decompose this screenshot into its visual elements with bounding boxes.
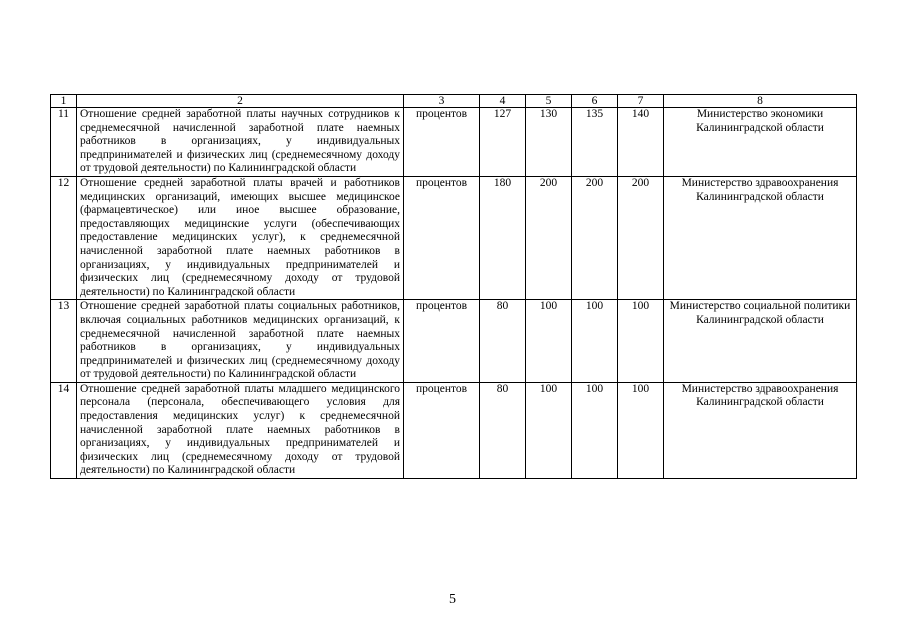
value-col-5: 100 xyxy=(526,382,572,478)
indicator-description: Отношение средней заработной платы врачей и работников медицинских организаций, имеющих высшее медицинское (фармацевтическое) или иное высшее образование, предоставляющих медицинские услуги (обеспечивающих предоставление медицинских услуг), к среднемесячной начисленной заработной плате наемных работников в организациях, у индивидуальных предпринимателей и физических лиц (среднемесячному доходу от трудовой деятельности) по Калининградской области xyxy=(77,176,404,299)
value-col-5: 200 xyxy=(526,176,572,299)
value-col-4: 127 xyxy=(480,108,526,177)
header-col-2: 2 xyxy=(77,95,404,108)
row-number: 13 xyxy=(51,300,77,383)
table-row xyxy=(51,300,857,383)
header-col-3: 3 xyxy=(404,95,480,108)
row-number: 14 xyxy=(51,382,77,478)
unit-cell: процентов xyxy=(404,300,480,383)
header-col-4: 4 xyxy=(480,95,526,108)
indicator-description: Отношение средней заработной платы социальных работников, включая социальных работников медицинских организаций, к среднемесячной начисленной заработной плате наемных работников в организациях, у индивидуальных предпринимателей и физических лиц (среднемесячному доходу от трудовой деятельности) по Калининградской области xyxy=(77,300,404,383)
unit-cell: процентов xyxy=(404,382,480,478)
page-number: 5 xyxy=(449,592,456,607)
row-number: 11 xyxy=(51,108,77,177)
value-col-6: 100 xyxy=(572,300,618,383)
value-col-6: 100 xyxy=(572,382,618,478)
value-col-4: 80 xyxy=(480,382,526,478)
value-col-5: 130 xyxy=(526,108,572,177)
value-col-7: 100 xyxy=(618,300,664,383)
header-col-8: 8 xyxy=(664,95,857,108)
value-col-6: 135 xyxy=(572,108,618,177)
value-col-7: 200 xyxy=(618,176,664,299)
value-col-7: 100 xyxy=(618,382,664,478)
value-col-6: 200 xyxy=(572,176,618,299)
responsible-ministry: Министерство здравоохранения Калининградской области xyxy=(664,176,857,299)
value-col-5: 100 xyxy=(526,300,572,383)
indicator-description: Отношение средней заработной платы научных сотрудников к среднемесячной начисленной заработной плате наемных работников в организациях, у индивидуальных предпринимателей и физических лиц (среднемесячному доходу от трудовой деятельности) по Калининградской области xyxy=(77,108,404,177)
header-col-5: 5 xyxy=(526,95,572,108)
header-col-1: 1 xyxy=(51,95,77,108)
header-col-6: 6 xyxy=(572,95,618,108)
row-number: 12 xyxy=(51,176,77,299)
responsible-ministry: Министерство экономики Калининградской области xyxy=(664,108,857,177)
table-row xyxy=(51,176,857,299)
value-col-7: 140 xyxy=(618,108,664,177)
indicator-description: Отношение средней заработной платы младшего медицинского персонала (персонала, обеспечивающего условия для предоставления медицинских услуг) к среднемесячной начисленной заработной плате наемных работников в организациях, у индивидуальных предпринимателей и физических лиц (среднемесячному доходу от трудовой деятельности) по Калининградской области xyxy=(77,382,404,478)
header-col-7: 7 xyxy=(618,95,664,108)
header-row xyxy=(51,95,857,108)
table-row xyxy=(51,382,857,478)
table-row xyxy=(51,108,857,177)
unit-cell: процентов xyxy=(404,108,480,177)
unit-cell: процентов xyxy=(404,176,480,299)
indicators-table xyxy=(50,94,857,479)
responsible-ministry: Министерство социальной политики Калининградской области xyxy=(664,300,857,383)
responsible-ministry: Министерство здравоохранения Калининградской области xyxy=(664,382,857,478)
value-col-4: 180 xyxy=(480,176,526,299)
value-col-4: 80 xyxy=(480,300,526,383)
